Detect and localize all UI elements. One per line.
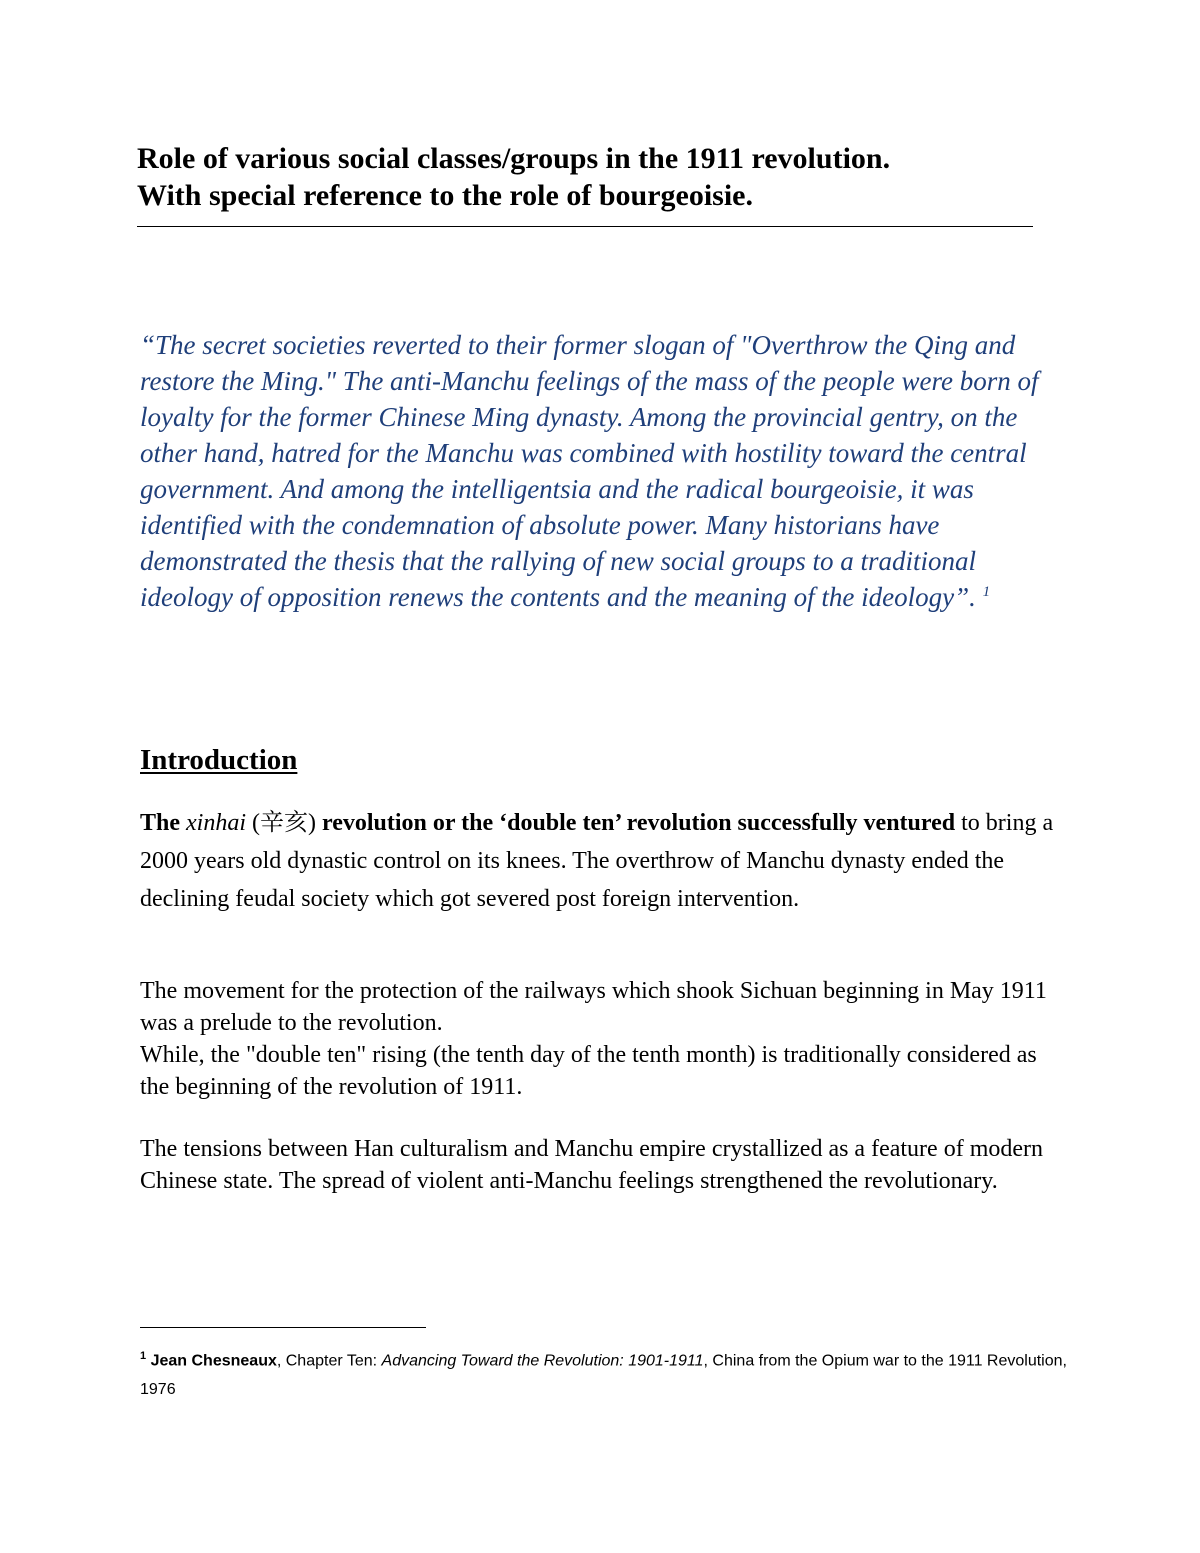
p2-line-a: The movement for the protection of the railways which shook Sichuan beginning in May 1911 was a prelude to the revolution. [140,978,1047,1036]
p1-body-text: to bring a 2000 years old dynastic control on its knees. The overthrow of Manchu dynasty ended the declining feudal society which got severed post foreign intervention. [140,810,1054,912]
footnote-number: 1 [140,1350,147,1362]
title-underline-rule [137,226,1033,227]
p1-term-xinhai: xinhai [186,810,247,836]
p2-line-b: While, the "double ten" rising (the tenth day of the tenth month) is traditionally considered as the beginning of the revolution of 1911. [140,1042,1037,1100]
epigraph-quote [140,327,1070,615]
p1-the: The [140,810,181,836]
introduction-heading: Introduction [140,744,298,776]
intro-paragraph-3: The tensions between Han culturalism and Manchu empire crystallized as a feature of modern Chinese state. The spread of violent anti-Manchu feelings strengthened the revolutionary. [140,1136,1043,1194]
footnote-separator [140,1327,426,1328]
footnote-chapter-title: Advancing Toward the Revolution: 1901-1911 [381,1352,704,1370]
footnote-chapter: , Chapter Ten: [276,1352,382,1370]
title-line-1: Role of various social classes/groups in the 1911 revolution. [137,142,891,175]
title-line-2: With special reference to the role of bourgeoisie. [137,179,753,212]
document-title [137,140,1037,214]
footnote-source: , China from the Opium war to the 1911 Revolution, 1976 [140,1352,1067,1399]
quote-footnote-ref[interactable]: 1 [982,584,991,600]
p1-bold-text: revolution or the ‘double ten’ revolution successfully ventured [322,810,956,836]
quote-text: “The secret societies reverted to their former slogan of "Overthrow the Qing and restore the Ming." The anti-Manchu feelings of the mass of the people were born of loyalty for the former Chinese Ming dynasty. Among the provincial gentry, on the other hand, hatred for the Manchu was combined with hostility toward the central government. And among the intelligentsia and the radical bourgeoisie, it was identified with the condemnation of absolute power. Many historians have demonstrated the thesis that the rallying of new social groups to a traditional ideology of opposition renews the contents and the meaning of the ideology”. [140,330,1039,612]
footnote-author: Jean Chesneaux [150,1352,277,1370]
intro-paragraph-2 [140,975,1060,1103]
footnote [140,1342,1070,1404]
p1-chinese-characters: (辛亥) [252,810,316,836]
intro-paragraph-1 [140,804,1060,918]
